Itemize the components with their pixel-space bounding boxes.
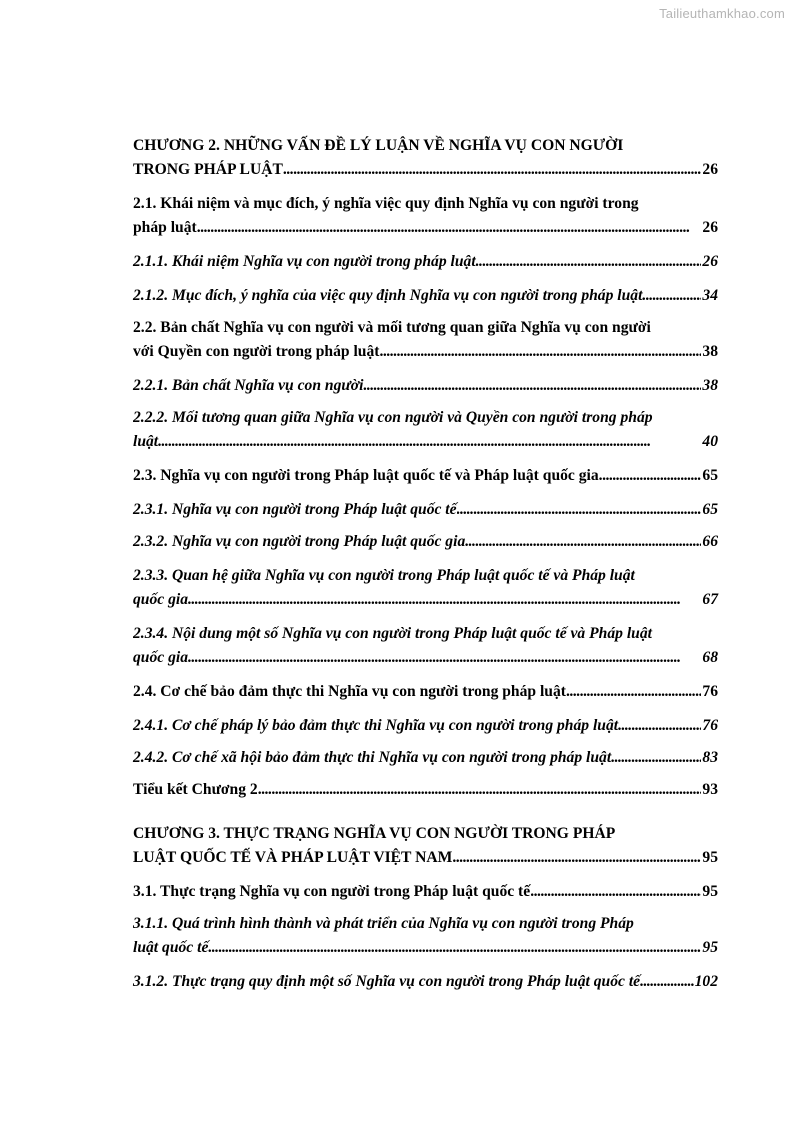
dot-leader	[363, 374, 701, 398]
toc-page-number: 95	[702, 939, 718, 956]
toc-entry-row	[133, 588, 718, 612]
toc-entry-row	[133, 846, 718, 870]
dot-leader	[158, 430, 701, 454]
dot-leader	[188, 646, 701, 670]
dot-leader	[530, 880, 701, 904]
toc-entry-title: quốc gia	[133, 591, 189, 608]
toc-entry-row	[133, 530, 718, 554]
toc-entry-row	[133, 216, 718, 240]
dot-leader	[618, 714, 701, 738]
dot-leader	[258, 778, 702, 802]
toc-entry-title: quốc gia	[133, 649, 189, 666]
toc-entry-title: 2.4. Cơ chế bảo đảm thực thi Nghĩa vụ con người trong pháp luật	[133, 683, 566, 700]
toc-entry-row	[133, 680, 718, 704]
toc-entry-title: 2.4.1. Cơ chế pháp lý bảo đảm thực thi Nghĩa vụ con người trong pháp luật	[133, 717, 619, 734]
dot-leader	[611, 746, 701, 770]
toc-entry[interactable]	[133, 464, 718, 488]
toc-page-number: 65	[702, 501, 718, 518]
toc-entry-title: Tiểu kết Chương 2	[133, 781, 258, 798]
toc-entry-title: 2.1.1. Khái niệm Nghĩa vụ con người trong pháp luật	[133, 253, 476, 270]
toc-page-number: 67	[702, 591, 718, 608]
toc-entry[interactable]	[133, 316, 718, 364]
toc-entry-title-line: 2.2.2. Mối tương quan giữa Nghĩa vụ con người và Quyền con người trong pháp	[133, 409, 653, 426]
toc-entry-row	[133, 746, 718, 770]
dot-leader	[465, 530, 701, 554]
toc-entry-title: pháp luật	[133, 219, 197, 236]
toc-entry-title: 2.3.2. Nghĩa vụ con người trong Pháp luật quốc gia	[133, 533, 466, 550]
dot-leader	[283, 158, 702, 182]
toc-page-number: 34	[702, 287, 718, 304]
toc-entry[interactable]	[133, 822, 718, 870]
toc-entry-title: với Quyền con người trong pháp luật	[133, 343, 380, 360]
toc-page-number: 26	[702, 253, 718, 270]
toc-entry-title: luật	[133, 433, 159, 450]
toc-entry[interactable]	[133, 192, 718, 240]
toc-page-number: 93	[702, 781, 718, 798]
toc-entry-title: TRONG PHÁP LUẬT	[133, 161, 283, 178]
toc-entry-title-line: CHƯƠNG 3. THỰC TRẠNG NGHĨA VỤ CON NGƯỜI TRONG PHÁP	[133, 825, 616, 842]
toc-entry-row	[133, 284, 718, 308]
toc-entry[interactable]	[133, 406, 718, 454]
toc-entry-title-line: 3.1.1. Quá trình hình thành và phát triển của Nghĩa vụ con người trong Pháp	[133, 915, 634, 932]
toc-page-number: 66	[702, 533, 718, 550]
toc-page-number: 102	[694, 973, 718, 990]
toc-entry[interactable]	[133, 284, 718, 308]
toc-entry-row	[133, 250, 718, 274]
toc-entry-title: 2.1.2. Mục đích, ý nghĩa của việc quy định Nghĩa vụ con người trong pháp luật	[133, 287, 643, 304]
dot-leader	[566, 680, 701, 704]
toc-entry[interactable]	[133, 778, 718, 802]
toc-entry-title: luật quốc tế	[133, 939, 209, 956]
toc-page-number: 95	[702, 849, 718, 866]
toc-entry-row	[133, 646, 718, 670]
toc-entry[interactable]	[133, 680, 718, 704]
dot-leader	[476, 250, 702, 274]
toc-entry[interactable]	[133, 498, 718, 522]
toc-entry-row	[133, 158, 718, 182]
toc-entry[interactable]	[133, 970, 718, 994]
toc-entry[interactable]	[133, 746, 718, 770]
dot-leader	[197, 216, 702, 240]
dot-leader	[452, 846, 701, 870]
toc-page-number: 65	[702, 467, 718, 484]
toc-page-number: 26	[702, 219, 718, 236]
toc-page-number: 95	[702, 883, 718, 900]
toc-entry-row	[133, 936, 718, 960]
toc-entry[interactable]	[133, 714, 718, 738]
toc-entry-title-line: 2.2. Bản chất Nghĩa vụ con người và mối tương quan giữa Nghĩa vụ con người	[133, 319, 651, 336]
toc-entry-title-line: CHƯƠNG 2. NHỮNG VẤN ĐỀ LÝ LUẬN VỀ NGHĨA VỤ CON NGƯỜI	[133, 137, 624, 154]
dot-leader	[599, 464, 702, 488]
dot-leader	[379, 340, 701, 364]
dot-leader	[208, 936, 701, 960]
toc-entry[interactable]	[133, 374, 718, 398]
toc-entry-title: 2.2.1. Bản chất Nghĩa vụ con người	[133, 377, 364, 394]
toc-entry-row	[133, 340, 718, 364]
dot-leader	[640, 970, 694, 994]
toc-entry-row	[133, 374, 718, 398]
toc-entry-title-line: 2.1. Khái niệm và mục đích, ý nghĩa việc quy định Nghĩa vụ con người trong	[133, 195, 639, 212]
toc-entry-title: 2.3. Nghĩa vụ con người trong Pháp luật quốc tế và Pháp luật quốc gia	[133, 467, 599, 484]
toc-page-number: 38	[702, 377, 718, 394]
dot-leader	[457, 498, 702, 522]
toc-entry[interactable]	[133, 134, 718, 182]
toc-entry-row	[133, 714, 718, 738]
toc-entry-title: 2.3.1. Nghĩa vụ con người trong Pháp luật quốc tế	[133, 501, 457, 518]
toc-page-number: 76	[702, 717, 718, 734]
toc-page-number: 76	[702, 683, 718, 700]
toc-entry[interactable]	[133, 530, 718, 554]
toc-entry-row	[133, 430, 718, 454]
toc-entry[interactable]	[133, 622, 718, 670]
toc-page-number: 83	[702, 749, 718, 766]
toc-entry[interactable]	[133, 912, 718, 960]
toc-entry-row	[133, 880, 718, 904]
watermark: Tailieuthamkhao.com	[659, 6, 785, 21]
toc-entry-title: 3.1. Thực trạng Nghĩa vụ con người trong Pháp luật quốc tế	[133, 883, 531, 900]
toc-entry-title: LUẬT QUỐC TẾ VÀ PHÁP LUẬT VIỆT NAM	[133, 849, 453, 866]
toc-entry-row	[133, 464, 718, 488]
toc-entry-title: 2.4.2. Cơ chế xã hội bảo đảm thực thi Nghĩa vụ con người trong pháp luật	[133, 749, 612, 766]
toc-page-number: 40	[702, 433, 718, 450]
dot-leader	[188, 588, 701, 612]
toc-entry-row	[133, 778, 718, 802]
toc-page-number: 38	[702, 343, 718, 360]
toc-entry-row	[133, 498, 718, 522]
toc-page-number: 26	[702, 161, 718, 178]
toc-entry-title-line: 2.3.4. Nội dung một số Nghĩa vụ con người trong Pháp luật quốc tế và Pháp luật	[133, 625, 652, 642]
toc-entry-title: 3.1.2. Thực trạng quy định một số Nghĩa vụ con người trong Pháp luật quốc tế	[133, 973, 641, 990]
toc-entry[interactable]	[133, 880, 718, 904]
toc-entry-title-line: 2.3.3. Quan hệ giữa Nghĩa vụ con người trong Pháp luật quốc tế và Pháp luật	[133, 567, 635, 584]
toc-entry[interactable]	[133, 564, 718, 612]
toc-entry-row	[133, 970, 718, 994]
dot-leader	[642, 284, 701, 308]
toc-entry[interactable]	[133, 250, 718, 274]
toc-page-number: 68	[702, 649, 718, 666]
